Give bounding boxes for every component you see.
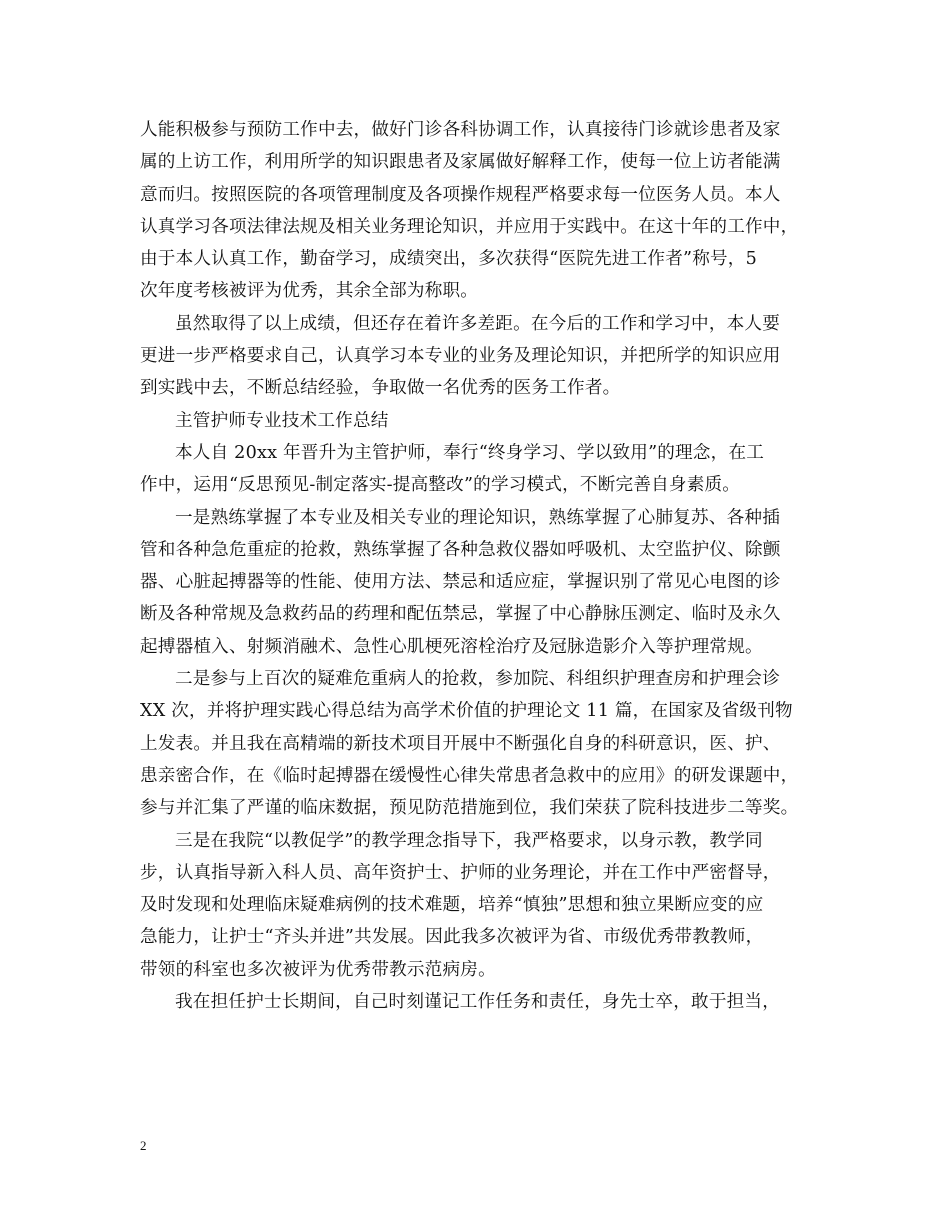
text-line: 作中，运用“反思预见-制定落实-提高整改”的学习模式，不断完善自身素质。: [140, 475, 741, 496]
text-line: 急能力，让护士“齐头并进”共发展。因此我多次被评为省、市级优秀带教教师，: [140, 927, 764, 948]
text-line: 主管护师专业技术工作总结: [175, 410, 389, 431]
text-line: XX 次，并将护理实践心得总结为高学术价值的护理论文 11 篇，在国家及省级刊物: [140, 701, 793, 722]
text-line: 次年度考核被评为优秀，其余全部为称职。: [140, 281, 479, 302]
text-line: 我在担任护士长期间，自己时刻谨记工作任务和责任，身先士卒，敢于担当，: [175, 992, 780, 1013]
page-number: 2: [140, 1138, 147, 1153]
text-line: 由于本人认真工作，勤奋学习，成绩突出，多次获得“医院先进工作者”称号，5: [140, 249, 757, 270]
text-line: 人能积极参与预防工作中去，做好门诊各科协调工作，认真接待门诊就诊患者及家: [140, 120, 781, 140]
text-line: 更进一步严格要求自己，认真学习本专业的业务及理论知识，并把所学的知识应用: [140, 346, 781, 367]
text-line: 二是参与上百次的疑难危重病人的抢救，参加院、科组织护理查房和护理会诊: [175, 669, 780, 690]
text-line: 属的上访工作，利用所学的知识跟患者及家属做好解释工作，使每一位上访者能满: [140, 152, 781, 173]
text-line: 起搏器植入、射频消融术、急性心肌梗死溶栓治疗及冠脉造影介入等护理常规。: [140, 636, 763, 657]
text-line: 患亲密合作，在《临时起搏器在缓慢性心律失常患者急救中的应用》的研发课题中，: [140, 765, 799, 786]
text-line: 上发表。并且我在高精端的新技术项目开展中不断强化自身的科研意识，医、护、: [140, 733, 781, 754]
text-line: 认真学习各项法律法规及相关业务理论知识，并应用于实践中。在这十年的工作中，: [140, 216, 799, 237]
text-line: 带领的科室也多次被评为优秀带教示范病房。: [140, 959, 496, 980]
text-line: 意而归。按照医院的各项管理制度及各项操作规程严格要求每一位医务人员。本人: [140, 184, 781, 205]
document-body: [140, 114, 825, 1018]
text-line: 步，认真指导新入科人员、高年资护士、护师的业务理论，并在工作中严密督导，: [140, 862, 781, 883]
text-line: 及时发现和处理临床疑难病例的技术难题，培养“慎独”思想和独立果断应变的应: [140, 895, 764, 916]
text-line: 一是熟练掌握了本专业及相关专业的理论知识，熟练掌握了心肺复苏、各种插: [175, 507, 780, 528]
text-line: 断及各种常规及急救药品的药理和配伍禁忌，掌握了中心静脉压测定、临时及永久: [140, 604, 781, 625]
text-line: 器、心脏起搏器等的性能、使用方法、禁忌和适应症，掌握识别了常见心电图的诊: [140, 572, 781, 593]
text-line: 本人自 20xx 年晋升为主管护师，奉行“终身学习、学以致用”的理念，在工: [175, 442, 765, 463]
text-line: 三是在我院“以教促学”的教学理念指导下，我严格要求，以身示教，教学同: [175, 830, 763, 851]
text-line: 参与并汇集了严谨的临床数据，预见防范措施到位，我们荣获了院科技进步二等奖。: [140, 798, 799, 819]
text-line: 虽然取得了以上成绩，但还存在着许多差距。在今后的工作和学习中，本人要: [175, 313, 780, 334]
text-line: 到实践中去，不断总结经验，争取做一名优秀的医务工作者。: [140, 378, 621, 399]
text-line: 管和各种急危重症的抢救，熟练掌握了各种急救仪器如呼吸机、太空监护仪、除颤: [140, 539, 781, 560]
